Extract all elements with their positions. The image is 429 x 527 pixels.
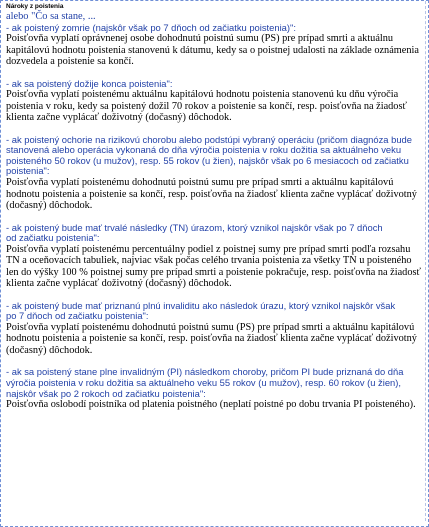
document-title: Nároky z poistenia <box>6 3 64 10</box>
intro-line: alebo "Čo sa stane, ... <box>6 11 96 22</box>
claim-section <box>6 135 423 212</box>
claim-body: Poisťovňa vyplatí oprávnenej osobe dohodnutú poistnú sumu (PS) pre prípad smrti a aktuálnu kapitálovú hodnotu poistenia stanovenú k dátumu, kedy sa o poistnej udalosti na základe oznámenia dozvedela a poistenie sa končí. <box>6 33 419 68</box>
claim-body: Poisťovňa vyplatí poistenému dohodnutú poistnú sumu pre prípad smrti a aktuálnu kapitálovú hodnotu poistenia a poistenie sa končí, resp. poisťovňa na žiadosť klienta začne vyplácať doživotný (dočasný) dôchodok. <box>6 177 417 212</box>
claim-heading: - ak poistený ochorie na rizikovú chorobu alebo podstúpi vybraný operáciu (pričom diagnóza bude stanovená alebo operácia vykonaná do dňa výročia poistenia v roku dožitia sa aktuálneho veku poisteného 50 rokov (u mužov), resp. 55 rokov (u žien), najskôr však po 6 mesiacoch od začiatku poistenia": <box>6 133 412 177</box>
claim-heading: - ak poistený bude mať trvalé následky (TN) úrazom, ktorý vznikol najskôr však po 7 dňoch od začiatku poistenia": <box>6 221 383 244</box>
claim-body: Poisťovňa vyplatí poistenému aktuálnu kapitálovú hodnotu poistenia stanovenú ku dňu výročia poistenia v roku, kedy sa poistený dožil 70 rokov a poistenie sa končí, resp. poisťovňa na žiadosť klienta začne vyplácať doživotný (dočasný) dôchodok. <box>6 89 407 124</box>
claim-section <box>6 301 423 357</box>
claim-heading: - ak poistený zomrie (najskôr však po 7 dňoch od začiatku poistenia)": <box>6 21 296 33</box>
claim-section <box>6 23 423 68</box>
claim-section <box>6 79 423 124</box>
claim-body: Poisťovňa oslobodí poistníka od platenia poistného (neplatí poistné po dobu trvania PI poisteného). <box>6 399 416 411</box>
claim-heading: - ak poistený bude mať priznanú plnú invaliditu ako následok úrazu, ktorý vznikol najskôr však po 7 dňoch od začiatku poistenia": <box>6 299 396 322</box>
claim-body: Poisťovňa vyplatí poistenému dohodnutú poistnú sumu (PS) pre prípad smrti a aktuálnu kapitálovú hodnotu poistenia a poistenie sa končí, resp. poisťovňa na žiadosť klienta začne vyplácať doživotný (dočasný) dôchodok. <box>6 321 417 356</box>
claim-section <box>6 367 423 410</box>
claim-heading: - ak sa poistený stane plne invalidným (PI) následkom choroby, pričom PI bude priznaná do dňa výročia poistenia v roku dožitia sa aktuálneho veku 55 rokov (u mužov), resp. 60 rokov (u žien), najskôr však po 2 rokoch od začiatku poistenia": <box>6 366 404 399</box>
document-content <box>1 1 426 411</box>
claim-section <box>6 223 423 290</box>
claim-heading: - ak sa poistený dožije konca poistenia": <box>6 77 173 89</box>
sections-list <box>6 23 423 411</box>
claim-body: Poisťovňa vyplatí poistenému percentuálny podiel z poistnej sumy pre prípad smrti podľa rozsahu TN a oceňovacích tabuliek, najviac však počas celého trvania poistenia za všetky TN u poisteného len do výšky 100 % poistnej sumy pre prípad smrti a poistenie pokračuje, resp. poisťovňa na žiadosť klienta začne vyplácať doživotný (dočasný) dôchodok. <box>6 243 421 290</box>
